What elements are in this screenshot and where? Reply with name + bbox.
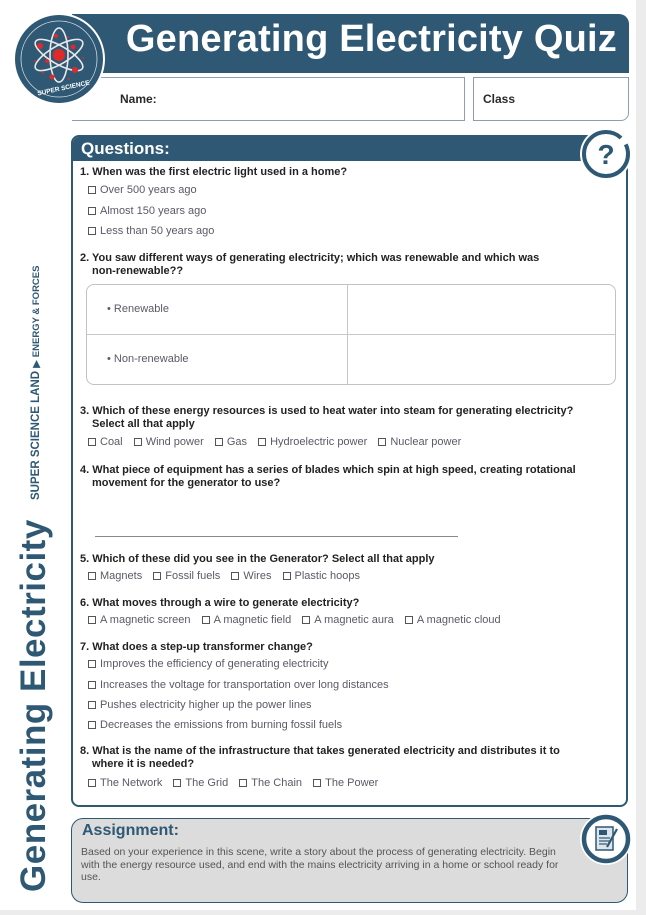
svg-text:?: ? [597, 139, 615, 170]
q4-answer-line[interactable] [95, 536, 458, 537]
q1-option[interactable]: Less than 50 years ago [88, 225, 214, 237]
checkbox[interactable] [215, 438, 223, 446]
question-5: 5. Which of these did you see in the Generator? Select all that apply [80, 553, 435, 565]
checkbox[interactable] [88, 438, 96, 446]
logo-text: SUPER SCIENCE [36, 79, 91, 98]
question-4: 4. What piece of equipment has a series of blades which spin at high speed, creating rotational movement for the generator to use? [80, 464, 576, 489]
q8-option[interactable]: The Grid [173, 777, 228, 789]
q7-option[interactable]: Increases the voltage for transportation over long distances [88, 679, 389, 691]
question-2: 2. You saw different ways of generating electricity; which was renewable and which was non-renewable?? [80, 252, 540, 277]
question-7: 7. What does a step-up transformer change? [80, 641, 313, 653]
q3-option[interactable]: Hydroelectric power [258, 436, 367, 448]
q1-option[interactable]: Over 500 years ago [88, 184, 197, 196]
q8-options [88, 777, 386, 789]
side-title: Generating Electricity [14, 519, 53, 892]
checkbox[interactable] [88, 186, 96, 194]
q5-option[interactable]: Wires [231, 570, 271, 582]
class-label: Class [483, 92, 516, 106]
checkbox[interactable] [134, 438, 142, 446]
renewable-table [86, 284, 616, 385]
super-science-logo [13, 13, 105, 105]
assignment-text: Based on your experience in this scene, write a story about the process of generating electricity. Begin with the energy resource used, and end with the mains electricity arriving in a home or school ready for use. [81, 846, 559, 883]
q7-option[interactable]: Decreases the emissions from burning fossil fuels [88, 719, 342, 731]
checkbox[interactable] [88, 701, 96, 709]
checkbox[interactable] [88, 572, 96, 580]
class-field[interactable] [473, 77, 629, 121]
checkbox[interactable] [283, 572, 291, 580]
q6-option[interactable]: A magnetic cloud [405, 614, 501, 626]
q5-option[interactable]: Fossil fuels [153, 570, 220, 582]
breadcrumb-item-super-science-land: SUPER SCIENCE LAND [30, 370, 42, 500]
questions-title: Questions: [81, 139, 170, 158]
q8-option[interactable]: The Power [313, 777, 378, 789]
assignment-title: Assignment: [82, 822, 179, 839]
q6-options [88, 614, 509, 626]
question-8: 8. What is the name of the infrastructure that takes generated electricity and distributes it to where it is needed? [80, 745, 560, 770]
checkbox[interactable] [231, 572, 239, 580]
q8-option[interactable]: The Chain [239, 777, 302, 789]
table-divider [87, 334, 615, 335]
name-field[interactable] [72, 77, 465, 121]
page-title: Generating Electricity Quiz [125, 18, 617, 60]
non-renewable-answer-cell[interactable] [349, 336, 615, 384]
q3-option[interactable]: Nuclear power [378, 436, 461, 448]
breadcrumb-arrow-icon: ▶ [31, 360, 42, 368]
q8-option[interactable]: The Network [88, 777, 162, 789]
q6-option[interactable]: A magnetic field [202, 614, 292, 626]
q6-option[interactable]: A magnetic aura [302, 614, 394, 626]
name-label: Name: [120, 92, 157, 106]
checkbox[interactable] [258, 438, 266, 446]
checkbox[interactable] [405, 616, 413, 624]
q5-option[interactable]: Plastic hoops [283, 570, 360, 582]
q3-option[interactable]: Wind power [134, 436, 204, 448]
q7-option[interactable]: Improves the efficiency of generating electricity [88, 658, 328, 670]
renewable-answer-cell[interactable] [349, 285, 615, 333]
checkbox[interactable] [88, 660, 96, 668]
checkbox[interactable] [88, 616, 96, 624]
breadcrumb-item-energy-forces: ENERGY & FORCES [31, 265, 42, 358]
question-1: 1. When was the first electric light used in a home? [80, 166, 348, 178]
checkbox[interactable] [202, 616, 210, 624]
worksheet-pencil-icon [580, 813, 632, 865]
renewable-label: • Renewable [107, 303, 169, 315]
q5-options [88, 570, 368, 582]
question-6: 6. What moves through a wire to generate electricity? [80, 597, 360, 609]
checkbox[interactable] [378, 438, 386, 446]
checkbox[interactable] [88, 207, 96, 215]
q7-option[interactable]: Pushes electricity higher up the power lines [88, 699, 312, 711]
question-3: 3. Which of these energy resources is used to heat water into steam for generating electricity? Select all that apply [80, 405, 574, 430]
question-mark-icon [580, 128, 632, 180]
q3-options [88, 436, 469, 448]
q5-option[interactable]: Magnets [88, 570, 142, 582]
checkbox[interactable] [88, 779, 96, 787]
q3-option[interactable]: Gas [215, 436, 247, 448]
checkbox[interactable] [239, 779, 247, 787]
side-breadcrumb [30, 266, 42, 500]
assignment-panel [71, 818, 628, 903]
checkbox[interactable] [302, 616, 310, 624]
q6-option[interactable]: A magnetic screen [88, 614, 191, 626]
checkbox[interactable] [88, 681, 96, 689]
q1-option[interactable]: Almost 150 years ago [88, 205, 206, 217]
non-renewable-label: • Non-renewable [107, 353, 189, 365]
checkbox[interactable] [173, 779, 181, 787]
checkbox[interactable] [153, 572, 161, 580]
checkbox[interactable] [313, 779, 321, 787]
checkbox[interactable] [88, 721, 96, 729]
q3-option[interactable]: Coal [88, 436, 123, 448]
questions-header [73, 137, 593, 161]
checkbox[interactable] [88, 227, 96, 235]
title-bar [72, 14, 629, 73]
